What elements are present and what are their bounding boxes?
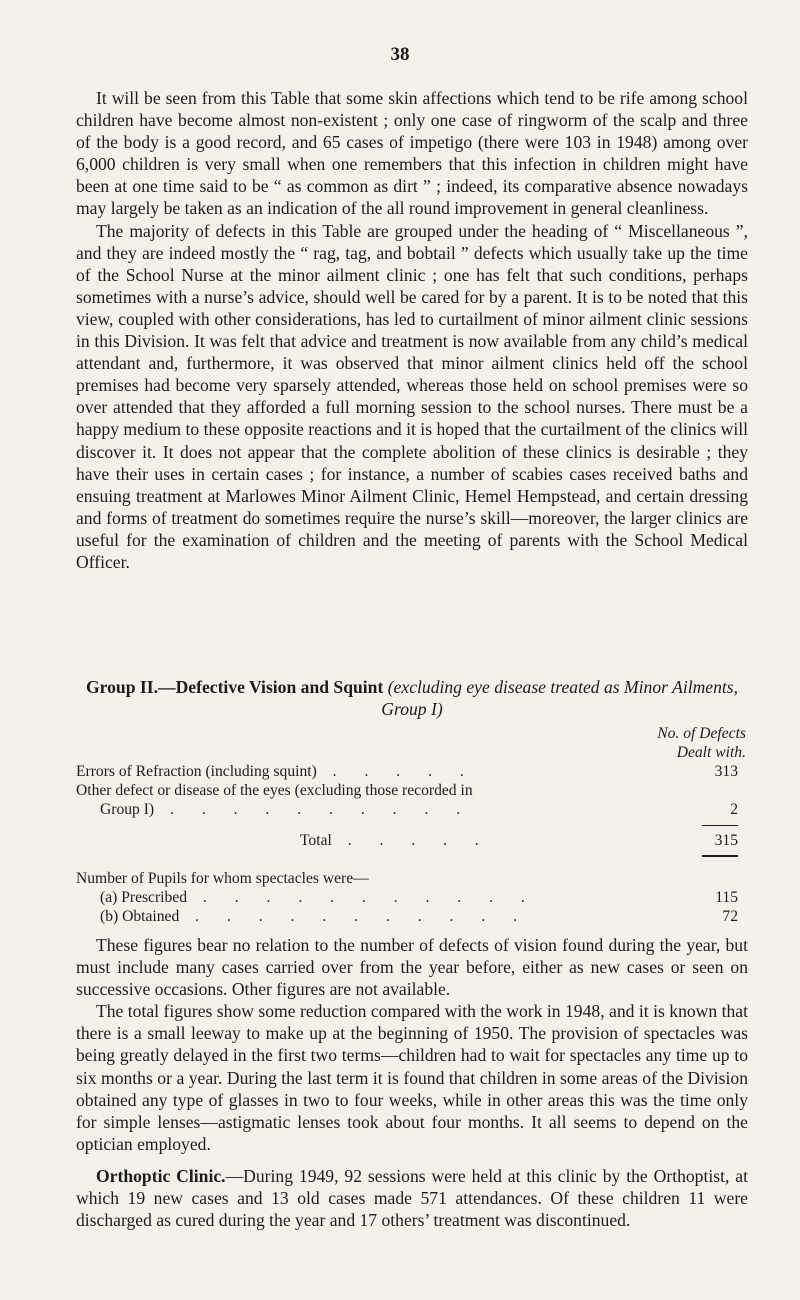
spectacles-table: [76, 869, 748, 926]
paragraph-skin-affections: It will be seen from this Table that some skin affections which tend to be rife among school children have become almost non-existent ; only one case of ringworm of the scalp and three of the body is a good record, and 65 cases of impetigo (there were 103 in 1948) among over 6,000 children is very small when one remembers that this infection in children might have been at one time said to be “ as common as dirt ” ; indeed, its comparative absence nowadays may largely be taken as an indication of the all round improvement in general cleanliness.: [76, 88, 748, 219]
group-ii-subtitle: (excluding eye disease treated as Minor Ailments, Group I): [381, 677, 739, 719]
orthoptic-text: —During 1949, 92 sessions were held at this clinic by the Orthoptist, at which 19 new cases and 13 old cases made 571 attendances. Of these children 11 were discharged as cured during the year and 17 others’ treatment was discontinued.: [76, 1165, 748, 1231]
page-number: 38: [390, 44, 410, 65]
group-ii-title: Group II.—Defective Vision and Squint: [85, 677, 384, 697]
paragraph-figures: These figures bear no relation to the number of defects of vision found during the year, but must include many cases carried over from the year before, either as new cases or seen on successive occasions. Other figures are not available.: [76, 935, 748, 1000]
group-ii-heading: [76, 676, 748, 720]
total-row: Total . . . . . 315: [300, 832, 738, 849]
other-defect-value: 2: [730, 801, 738, 818]
after-table-section: [76, 934, 748, 1231]
obtained-value: 72: [722, 908, 738, 925]
total-underline: [702, 855, 738, 857]
table-row: Errors of Refraction (including squint) . . . . . 313: [76, 763, 738, 780]
table-row: (a) Prescribed . . . . . . . . . . . 115: [100, 889, 738, 906]
table-row: Other defect or disease of the eyes (excluding those recorded in: [76, 782, 473, 799]
paragraph-orthoptic: [76, 1165, 748, 1231]
spectacles-intro: Number of Pupils for whom spectacles were—: [76, 870, 369, 887]
intro-section: [76, 87, 748, 573]
orthoptic-heading: Orthoptic Clinic.: [96, 1165, 226, 1186]
total-rule: [702, 825, 738, 826]
table-row: (b) Obtained . . . . . . . . . . . 72: [100, 908, 738, 925]
paragraph-spectacles-provision: The total figures show some reduction compared with the work in 1948, and it is known that there is a small leeway to make up at the beginning of 1950. The provision of spectacles was being greatly delayed in the first two terms—children had to wait for spectacles any time up to six months or a year. During the last term it is found that children in some areas of the Division obtained any type of glasses in two to four weeks, while in other areas this was the time only for simple lenses—astigmatic lenses took about four months. It all seems to depend on the optician employed.: [76, 1001, 748, 1154]
prescribed-value: 115: [715, 889, 738, 906]
defects-table: [76, 724, 748, 860]
total-value: 315: [714, 832, 738, 849]
table-row: Group I) . . . . . . . . . . 2: [100, 801, 738, 818]
paragraph-miscellaneous: The majority of defects in this Table are grouped under the heading of “ Miscellaneous ”, and they are indeed mostly the “ rag, tag, and bobtail ” defects which usually take up the time of the School Nurse at the minor ailment clinic ; one has felt that such conditions, perhaps sometimes with a nurse’s advice, should well be cared for by a parent. It is to be noted that this view, coupled with other considerations, has led to curtailment of minor ailment clinic sessions in this Division. It was felt that advice and treatment is now available from any child’s medical attendant and, furthermore, it was observed that minor ailment clinics held off the school premises had become very sparsely attended, whereas those held on school premises were so over attended that they afforded a full morning session to the school nurses. There must be a happy medium to these opposite reactions and it is hoped that the curtailment of the clinics will discover it. It does not appear that the complete abolition of these clinics is desirable ; they have their uses in certain cases ; for instance, a number of scabies cases received baths and ensuing treatment at Marlowes Minor Ailment Clinic, Hemel Hempstead, and certain dressing and forms of treatment do sometimes require the nurse’s skill—moreover, the larger clinics are useful for the examination of children and the meeting of parents with the School Medical Officer.: [76, 220, 748, 572]
errors-of-refraction-value: 313: [714, 763, 738, 780]
column-head: No. of Defects Dealt with.: [657, 725, 746, 761]
